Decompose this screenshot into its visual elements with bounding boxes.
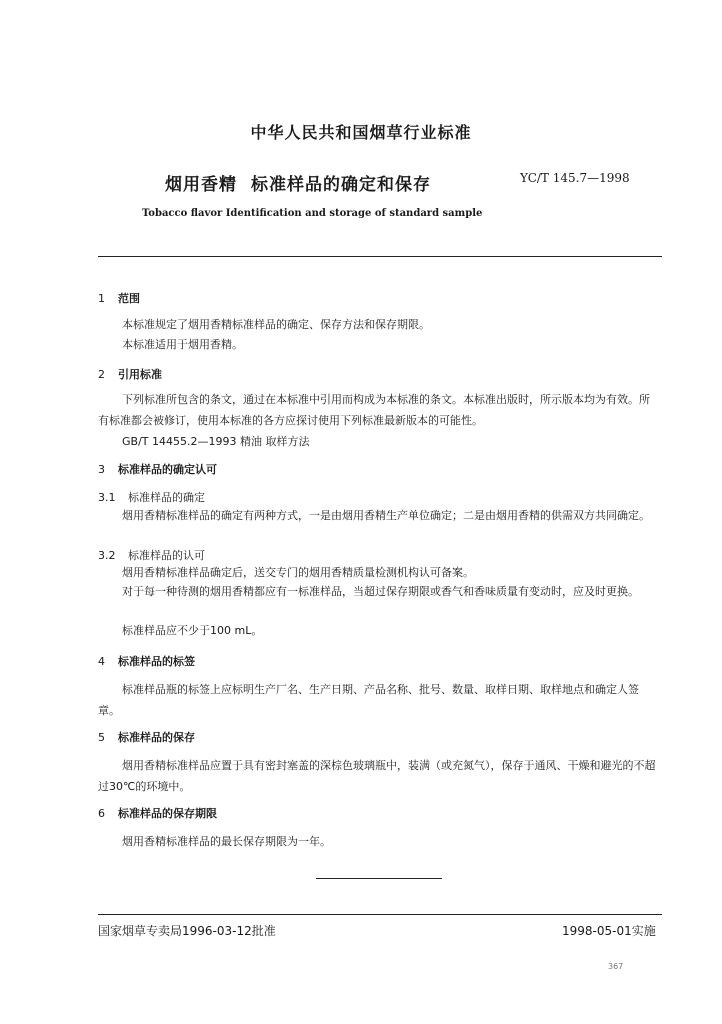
paragraph: 烟用香精标准样品应置于具有密封塞盖的深棕色玻璃瓶中，装满（或充氮气），保存于通风、干燥和避光的不超过30℃的环境中。 bbox=[98, 759, 656, 793]
page-number: 367 bbox=[608, 962, 624, 971]
document-title-cn bbox=[165, 170, 431, 195]
title-cn-subject: 烟用香精 bbox=[165, 175, 237, 195]
referenced-standard: GB/T 14455.2—1993 精油 取样方法 bbox=[122, 435, 310, 448]
paragraph: 下列标准所包含的条文，通过在本标准中引用而构成为本标准的条文。本标准出版时，所示版本均为有效。所有标准都会被修订，使用本标准的各方应探讨使用下列标准最新版本的可能性。 bbox=[98, 393, 650, 427]
paragraph: 对于每一种待测的烟用香精都应有一标准样品，当超过保存期限或香气和香味质量有变动时，应及时更换。 bbox=[122, 585, 639, 598]
standard-organization: 中华人民共和国烟草行业标准 bbox=[250, 123, 472, 142]
section-heading: 6 标准样品的保存期限 bbox=[98, 807, 217, 820]
paragraph: 标准样品瓶的标签上应标明生产厂名、生产日期、产品名称、批号、数量、取样日期、取样地点和确定人签章。 bbox=[98, 683, 639, 717]
approval-date: 国家烟草专卖局1996-03-12批准 bbox=[98, 924, 276, 938]
section-heading: 1 范围 bbox=[98, 292, 140, 305]
paragraph: 烟用香精标准样品的最长保存期限为一年。 bbox=[122, 835, 331, 848]
standard-code: YC/T 145.7—1998 bbox=[520, 171, 630, 185]
section-heading: 5 标准样品的保存 bbox=[98, 731, 195, 744]
paragraph: 烟用香精标准样品确定后，送交专门的烟用香精质量检测机构认可备案。 bbox=[122, 566, 474, 579]
subsection-heading: 3.2 标准样品的认可 bbox=[98, 549, 205, 562]
section-heading: 4 标准样品的标签 bbox=[98, 655, 195, 668]
end-of-text-rule bbox=[316, 878, 442, 879]
paragraph: 本标准规定了烟用香精标准样品的确定、保存方法和保存期限。 bbox=[122, 318, 430, 331]
paragraph: 本标准适用于烟用香精。 bbox=[122, 338, 243, 351]
section-heading: 2 引用标准 bbox=[98, 368, 162, 381]
header-divider bbox=[98, 256, 662, 257]
paragraph: 标准样品应不少于100 mL。 bbox=[122, 624, 263, 637]
title-cn-topic: 标准样品的确定和保存 bbox=[251, 175, 431, 195]
subsection-heading: 3.1 标准样品的确定 bbox=[98, 491, 205, 504]
section-heading: 3 标准样品的确定认可 bbox=[98, 463, 217, 476]
implementation-date: 1998-05-01实施 bbox=[562, 924, 656, 938]
paragraph: 烟用香精标准样品的确定有两种方式，一是由烟用香精生产单位确定；二是由烟用香精的供需双方共同确定。 bbox=[122, 509, 650, 522]
footer-divider bbox=[98, 914, 662, 915]
document-title-en: Tobacco flavor Identification and storage of standard sample bbox=[142, 208, 483, 219]
